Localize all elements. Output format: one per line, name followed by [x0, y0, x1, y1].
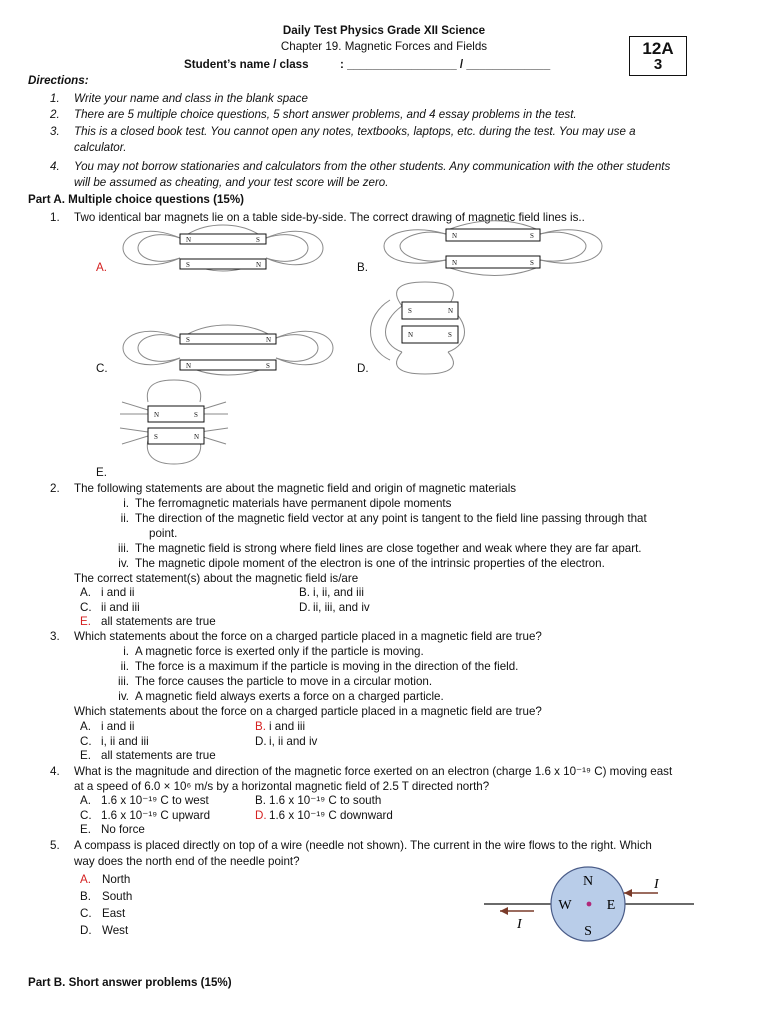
- question-number: 1.: [50, 211, 60, 224]
- option-label-b: B.: [357, 261, 368, 274]
- option-letter: A.: [80, 720, 91, 733]
- option-letter: D.: [299, 601, 311, 614]
- direction-num: 1.: [50, 92, 60, 105]
- statement-num: iii.: [118, 542, 129, 555]
- question-5-text: A compass is placed directly on top of a wire (needle not shown). The current in the wire flows to the right. Which: [74, 839, 652, 852]
- direction-item: There are 5 multiple choice questions, 5 short answer problems, and 4 essay problems in the test.: [74, 108, 577, 121]
- class-number: 3: [653, 56, 663, 73]
- statement-num: i.: [123, 497, 129, 510]
- option-label-e: E.: [96, 466, 107, 479]
- option-letter: C.: [80, 809, 92, 822]
- compass-east-label: E: [606, 898, 616, 913]
- chapter-subtitle: Chapter 19. Magnetic Forces and Fields: [280, 40, 488, 53]
- student-name-label: Student’s name / class: [184, 58, 309, 71]
- option-text: i, ii and iv: [269, 735, 318, 748]
- statement-text: A magnetic field always exerts a force on a charged particle.: [135, 690, 444, 703]
- part-a-heading: Part A. Multiple choice questions (15%): [28, 193, 245, 206]
- option-label-a: A.: [96, 261, 107, 274]
- option-text: i and ii: [101, 720, 135, 733]
- option-letter: A.: [80, 586, 91, 599]
- question-number: 4.: [50, 765, 60, 778]
- option-letter: E.: [80, 749, 91, 762]
- option-letter: E.: [80, 823, 91, 836]
- option-text: i and iii: [269, 720, 306, 733]
- option-letter: B.: [299, 586, 310, 599]
- question-number: 3.: [50, 630, 60, 643]
- option-letter-answer: B.: [255, 720, 266, 733]
- magnet-pole-label: S: [256, 236, 260, 244]
- direction-item-cont: will be assumed as cheating, and your test score will be zero.: [74, 176, 389, 189]
- option-text: 1.6 x 10⁻¹⁹ C upward: [101, 809, 211, 822]
- direction-item: Write your name and class in the blank space: [74, 92, 308, 105]
- option-label-c: C.: [96, 362, 108, 375]
- magnet-pole-label: N: [408, 331, 414, 339]
- directions-label: Directions:: [28, 74, 89, 87]
- magnet-pole-label: N: [186, 236, 192, 244]
- option-letter-answer: A.: [80, 873, 91, 886]
- magnet-pole-label: N: [194, 433, 200, 441]
- option-text: 1.6 x 10⁻¹⁹ C downward: [269, 809, 393, 822]
- magnet-pole-label: N: [256, 261, 262, 269]
- option-letter: D.: [255, 735, 267, 748]
- statement-text-cont: point.: [149, 527, 178, 540]
- statement-num: ii.: [120, 512, 129, 525]
- option-text: i and ii: [101, 586, 135, 599]
- option-letter: B.: [255, 794, 266, 807]
- magnet-pole-label: N: [266, 336, 272, 344]
- option-text: No force: [101, 823, 145, 836]
- direction-num: 4.: [50, 160, 60, 173]
- student-name-blank: : _________________ / _____________: [340, 58, 551, 71]
- magnet-pole-label: S: [194, 411, 198, 419]
- arrow-left-icon: [500, 907, 508, 915]
- statement-num: iv.: [118, 557, 129, 570]
- option-letter: A.: [80, 794, 91, 807]
- option-letter: B.: [80, 890, 91, 903]
- statement-text: The magnetic dipole moment of the electron is one of the intrinsic properties of the electron.: [135, 557, 605, 570]
- option-text: i, ii, and iii: [313, 586, 364, 599]
- question-1-text: Two identical bar magnets lie on a table side-by-side. The correct drawing of magnetic field lines is..: [74, 211, 585, 224]
- magnet-pole-label: N: [154, 411, 160, 419]
- question-2-prompt: The correct statement(s) about the magnetic field is/are: [74, 572, 359, 585]
- question-3-prompt: Which statements about the force on a charged particle placed in a magnetic field are true?: [74, 705, 542, 718]
- direction-item: You may not borrow stationaries and calculators from the other students. Any communication with the other students: [74, 160, 671, 173]
- option-text: i, ii and iii: [101, 735, 149, 748]
- statement-text: The ferromagnetic materials have permanent dipole moments: [135, 497, 452, 510]
- option-letter: C.: [80, 907, 92, 920]
- compass-west-label: W: [558, 898, 572, 913]
- option-letter-answer: D.: [255, 809, 267, 822]
- compass-wire-figure: [484, 866, 694, 942]
- magnet-pole-label: N: [452, 232, 458, 240]
- arrow-left-icon: [624, 889, 632, 897]
- compass-south-label: S: [584, 924, 592, 939]
- direction-num: 3.: [50, 125, 60, 138]
- question-4-text-cont: at a speed of 6.0 × 10⁶ m/s by a horizontal magnetic field of 2.5 T directed north?: [74, 780, 490, 793]
- option-text: North: [102, 873, 131, 886]
- current-label-bottom: I: [517, 917, 522, 932]
- figure-e-field-lines: [118, 380, 228, 464]
- direction-item: This is a closed book test. You cannot open any notes, textbooks, laptops, etc. during the test. You may use a: [74, 125, 636, 138]
- test-title: Daily Test Physics Grade XII Science: [282, 24, 486, 37]
- magnet-pole-label: N: [186, 362, 192, 370]
- statement-text: The magnetic field is strong where field lines are close together and weak where they are far apart.: [135, 542, 642, 555]
- statement-num: iv.: [118, 690, 129, 703]
- figure-d-field-lines: [370, 282, 480, 374]
- option-text: 1.6 x 10⁻¹⁹ C to south: [269, 794, 382, 807]
- class-code-box: [629, 36, 687, 76]
- option-letter: C.: [80, 735, 92, 748]
- question-2-text: The following statements are about the magnetic field and origin of magnetic materials: [74, 482, 517, 495]
- magnet-pole-label: S: [154, 433, 158, 441]
- question-number: 2.: [50, 482, 60, 495]
- question-number: 5.: [50, 839, 60, 852]
- option-letter-answer: E.: [80, 615, 91, 628]
- magnet-pole-label: S: [530, 259, 534, 267]
- direction-num: 2.: [50, 108, 60, 121]
- option-text: ii and iii: [101, 601, 140, 614]
- magnet-pole-label: S: [530, 232, 534, 240]
- option-text: all statements are true: [101, 749, 216, 762]
- option-letter: D.: [80, 924, 92, 937]
- magnet-pole-label: S: [186, 336, 190, 344]
- compass-center-dot: [587, 902, 592, 907]
- statement-text: A magnetic force is exerted only if the particle is moving.: [135, 645, 424, 658]
- option-text: ii, iii, and iv: [313, 601, 370, 614]
- question-4-text: What is the magnitude and direction of the magnetic force exerted on an electron (charge 1.6 x 10⁻¹⁹ C) moving east: [74, 765, 673, 778]
- magnet-pole-label: S: [266, 362, 270, 370]
- part-b-heading: Part B. Short answer problems (15%): [28, 976, 232, 989]
- option-text: South: [102, 890, 133, 903]
- direction-item-cont: calculator.: [74, 141, 127, 154]
- option-text: West: [102, 924, 129, 937]
- statement-text: The force is a maximum if the particle is moving in the direction of the field.: [135, 660, 519, 673]
- magnet-pole-label: S: [448, 331, 452, 339]
- option-text: 1.6 x 10⁻¹⁹ C to west: [101, 794, 209, 807]
- statement-num: iii.: [118, 675, 129, 688]
- option-label-d: D.: [357, 362, 369, 375]
- figure-a-field-lines: [118, 226, 338, 276]
- question-3-text: Which statements about the force on a charged particle placed in a magnetic field are true?: [74, 630, 542, 643]
- option-text: all statements are true: [101, 615, 216, 628]
- question-5-text-cont: way does the north end of the needle point?: [74, 855, 300, 868]
- figure-c-field-lines: [118, 326, 338, 376]
- current-label-top: I: [654, 877, 659, 892]
- option-letter: C.: [80, 601, 92, 614]
- statement-text: The force causes the particle to move in a circular motion.: [135, 675, 433, 688]
- statement-num: i.: [123, 645, 129, 658]
- magnet-pole-label: N: [448, 307, 454, 315]
- option-text: East: [102, 907, 126, 920]
- magnet-pole-label: S: [408, 307, 412, 315]
- figure-b-field-lines: [380, 224, 610, 274]
- compass-north-label: N: [582, 874, 594, 889]
- statement-text: The direction of the magnetic field vector at any point is tangent to the field line passing through that: [135, 512, 647, 525]
- magnet-pole-label: S: [186, 261, 190, 269]
- class-code: 12A: [642, 39, 674, 58]
- magnet-pole-label: N: [452, 259, 458, 267]
- statement-num: ii.: [120, 660, 129, 673]
